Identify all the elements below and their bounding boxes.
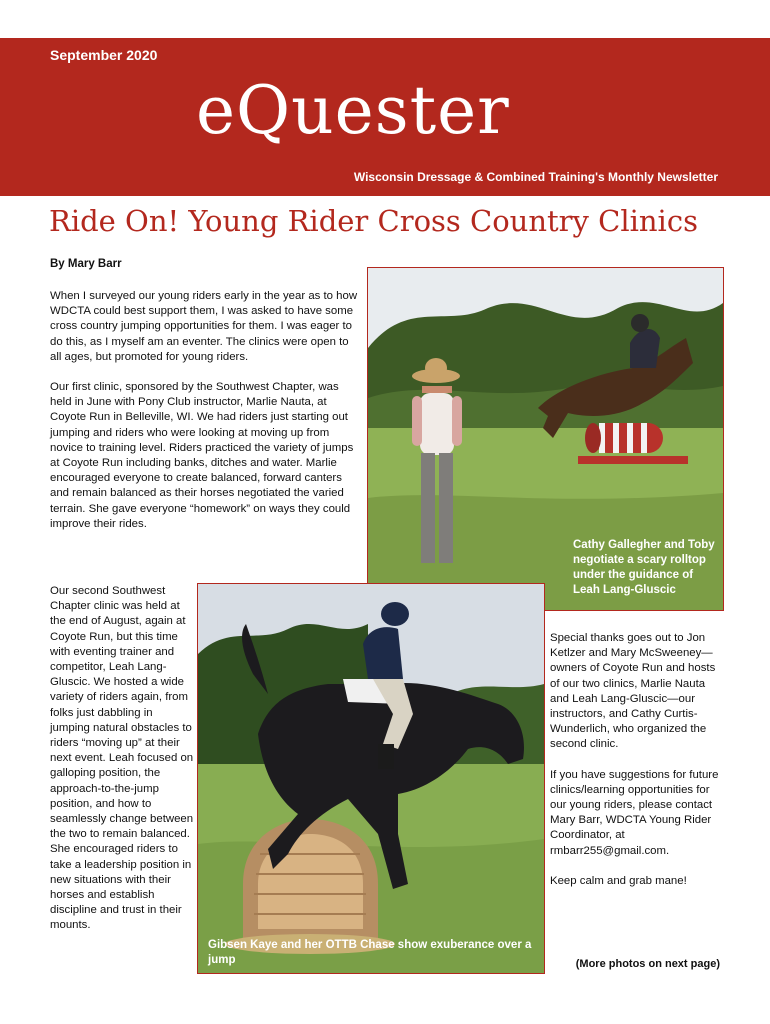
paragraph-5: If you have suggestions for future clinics/learning opportunities for our young riders, please contact Mary Barr, WDCTA Young Rider Coordinator, at rmbarr255@gmail.com. [550,768,719,857]
more-photos-note: (More photos on next page) [575,958,720,970]
byline: By Mary Barr [50,258,122,270]
paragraph-6: Keep calm and grab mane! [550,874,687,887]
paragraph-1: When I surveyed our young riders early in the year as to how WDCTA could best support them, I was asked to have some cross country jumping opportunities for them. I was eager to do this, as I myself am an eventer. The clinics were open to all ages, but promoted for young riders. [50,290,358,363]
photo-gibsen-image [198,584,544,973]
article-column-right [550,631,725,889]
paragraph-4: Special thanks goes out to Jon Ketlzer and Mary McSweeney—owners of Coyote Run and hosts of our two clinics, Marlie Nauta and Leah Lang-Gluscic—our instructors, and Cathy Curtis-Wunderlich, who organized the second clinic. [550,632,716,751]
paragraph-2: Our first clinic, sponsored by the Southwest Chapter, was held in June with Pony Club instructor, Marlie Nauta, at Coyote Run in Belleville, WI. We had riders just starting out jumping and riders who were looking at moving up from novice to training level. Riders practiced the variety of jumps at Coyote Run including banks, ditches and water. Marlie encouraged everyone to create balanced, forward canters and remain balanced as their horses negotiated the varied terrain. She gave everyone “homework” on ways they could improve their rides. [50,381,354,530]
caption-bottom-photo: Gibsen Kaye and her OTTB Chase show exuberance over a jump [208,939,532,966]
article-title: Ride On! Young Rider Cross Country Clinics [49,204,698,238]
article-column-left [50,289,362,532]
photo-gibsen-jump [197,583,545,974]
newsletter-logo: eQuester [196,72,510,149]
issue-date: September 2020 [50,47,158,63]
caption-top-photo: Cathy Gallegher and Toby negotiate a scary rolltop under the guidance of Leah Lang-Gluscic [573,539,715,596]
newsletter-subtitle: Wisconsin Dressage & Combined Training's Monthly Newsletter [353,170,718,184]
article-column-narrow [50,584,195,934]
paragraph-3: Our second Southwest Chapter clinic was held at the end of August, again at Coyote Run, but this time with eventing trainer and competitor, Leah Lang-Gluscic. We hosted a wide variety of riders again, from folks just dabbling in jumping natural obstacles to riders “moving up” at their next event. Leah focused on galloping position, the approach-to-the-jump position, and how to seamlessly change between the two to remain balanced. She encouraged riders to take a leadership position in new situations with their horses and establish discipline and trust in their mounts. [50,585,194,932]
